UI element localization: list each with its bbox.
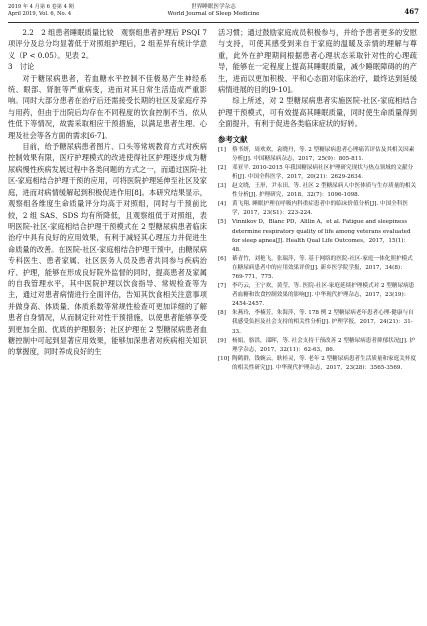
left-column bbox=[8, 27, 207, 622]
reference-text: 綦青竹，刘艳飞，张瑞萍，等. 基于网络的医院-社区-家庭一体化照护模式在糖尿病患者中的应用效果评价[J]. 新乡医学院学报，2017，34(8)：769-771，775. bbox=[232, 255, 413, 280]
reference-text: 杨娟，骆洪，邵晖，等. 社会支持干预改善 2 型糖尿病患者抑郁状况[J]. 护理学杂志，2017，32(11)：62-63，86. bbox=[232, 337, 416, 353]
reference-item bbox=[218, 337, 417, 355]
summary-paragraph: 综上所述，对 2 型糖尿病患者实施医院-社区-家庭相结合护理干预模式，可有效提高其睡眠质量，同时使生命质量得到全面提升，有利于促进各类临床症状的好转。 bbox=[218, 96, 417, 129]
reference-item bbox=[218, 282, 417, 309]
reference-text: 黄飞翔. 睡眠护理在呼吸内科重症患者中的临床价值分析[J]. 中国全科医学，2017，23(S1)：223-224. bbox=[232, 201, 408, 217]
right-column bbox=[218, 27, 417, 622]
references-heading: 参考文献 bbox=[218, 134, 248, 144]
reference-item bbox=[218, 146, 417, 164]
reference-list bbox=[218, 146, 417, 373]
reference-text: 朱燕玲，李楠芳，朱海萍，等. 178 例 2 型糖尿病老年患者心理-健康与自我感受负担及社会支持的相关性分析[J]. 护理学报，2017，24(21)：31-33. bbox=[232, 310, 414, 335]
journal-title-en: World Journal of Sleep Medicine bbox=[167, 11, 260, 17]
discussion-paragraph-2: 目前，给予糖尿病患者图片、口头等常规教育方式对疾病控制效果有限，医疗护理模式的改进使得社区护理逐步成为糖尿病慢性疾病发展过程中各类问题的方式之一，而通过医院-社区-家庭相结合护理干预的应用，可将医院护理延伸至社区及家庭，进而对病情缓解起到积极促进作用[8]。本研究结果显示，观察组各维度生命质量评分均高于对照组，同时与干预前比较，2 组 SAS、SDS 均有所降低，且观察组低于对照组，表明医院-社区-家庭相结合护理干预模式在 2 型糖尿病患者临床治疗中具有良好的应用效果，有利于减轻其心理压力并促进生命质量的改善。在医院-社区-家庭相结合护理干预中，由糖尿病专科医生、患者家属、社区医务人员及患者共同参与疾病治疗、护理，能够在形成良好院外监督的同时，提高患者及家属的自我管理水平，其中医院护理以饮食指导、常规检查等为主，通过对患者病情进行全面评估，告知其饮食相关注意事项并做身高、体质量、体质系数等常规性检查可更加详细的了解患者自身情况，从而制定针对性干预措施，以使患者能够享受到更加全面、优质的护理服务；社区护理在 2 型糖尿病患者血糖控制中可起到显著应用效果，能够加深患者对疾病相关知识的掌握度，同时养成良好的生 bbox=[8, 142, 207, 357]
journal-title bbox=[8, 4, 419, 18]
reference-item bbox=[218, 355, 417, 373]
reference-number: [7] bbox=[218, 283, 226, 290]
discussion-paragraph-1: 对于糖尿病患者，若血糖水平控制不佳极易产生神经系统、眼部、肾脏等严重病变，进而对其日常生活造成严重影响。同时大部分患者在治疗后还需接受长期的社区及家庭疗养与用药，但由于出院后均存在不同程度的饮食控制不当、依从性低下等情况，故需采取相应干预措施，以满足患者生理、心理及社会等各方面的需求[6-7]。 bbox=[8, 73, 207, 140]
section-3-heading: 3 讨论 bbox=[8, 62, 35, 72]
reference-item bbox=[218, 164, 417, 182]
reference-text: 赵文晓，王形，尹永田，等. 社区 2 型糖尿病人中医体质与生存质量的相关性分析[J]. 护理研究，2018，32(7)：1096-1098. bbox=[232, 183, 417, 199]
reference-text: 李巧云，王宁欢，黄莹，等. 医院-社区-家庭延续护理模式对 2 型糖尿病患者血糖和饮食控制效果的影响[J]. 中华现代护理杂志，2017，23(19)：2454-2457. bbox=[232, 283, 415, 308]
journal-title-zh: 世界睡眠医学杂志 bbox=[191, 4, 236, 10]
reference-text: 蔡书妍，周欢欢，袁晓丹，等. 2 型糖尿病患者心理痛苦评估及其相关因素分析[J]. 中国糖尿病杂志，2017，25(9)：805-811. bbox=[232, 146, 415, 162]
section-2-2-paragraph: 2.2 2 组患者睡眠质量比较 观察组患者护理后 PSQI 7 项评分及总分均显著低于对照组护理后，2 组差异有统计学意义（P < 0.05）。见表 2。 bbox=[8, 28, 207, 60]
reference-item bbox=[218, 218, 417, 254]
reference-text: Vinnikov D，Blanc PD，Alilin A，et al. Fatigue and sleepiness determine respiratory quality of life among veterans evaluated for sleep apnea[J]. Health Qual Life Outcomes，2017，15(1)：48. bbox=[232, 219, 411, 253]
reference-number: [6] bbox=[218, 255, 226, 262]
reference-text: 邓亚平. 2010-2015 年我国糖尿病社区护理研究现状与热点领域的文献分析[J]. 中国全科医学，2017，20(21)：2629-2634. bbox=[232, 164, 414, 180]
reference-number: [2] bbox=[218, 164, 226, 171]
reference-number: [10] bbox=[218, 355, 230, 362]
reference-item bbox=[218, 255, 417, 282]
issue-info-en: April 2019, Vol. 6, No. 4 bbox=[8, 11, 72, 17]
reference-item bbox=[218, 182, 417, 200]
reference-item bbox=[218, 309, 417, 336]
reference-number: [9] bbox=[218, 337, 226, 344]
reference-number: [5] bbox=[218, 219, 226, 226]
reference-number: [1] bbox=[218, 146, 226, 153]
reference-number: [4] bbox=[218, 201, 226, 208]
issue-info-zh: 2019 年 4 月第 6 卷第 4 期 bbox=[8, 4, 74, 10]
running-header bbox=[8, 4, 419, 23]
discussion-paragraph-continued: 活习惯；通过鼓励家庭成员积极参与，并给予患者更多的安慰与支持，可使其感受到来自于家庭的温暖及亲情的理解与尊重，此外在护理期间根据患者心理状态采取针对性的心理疏导，能够在一定程度上提高其睡眠质量，减少睡眠障碍的的产生，进而以更加积极、平和心态面对临床治疗，最终达到延缓病情进展的目的[9-10]。 bbox=[218, 28, 417, 95]
reference-number: [8] bbox=[218, 310, 226, 317]
page-number: 467 bbox=[404, 7, 419, 16]
reference-number: [3] bbox=[218, 183, 226, 190]
reference-text: 陶鹤群，钱婉云，耿桂灵，等. 老年 2 型糖尿病患者生活质量和家庭关怀度的相关性研究[J]. 中华现代护理杂志，2017，23(28)：3565-3569. bbox=[232, 355, 417, 371]
reference-item bbox=[218, 200, 417, 218]
